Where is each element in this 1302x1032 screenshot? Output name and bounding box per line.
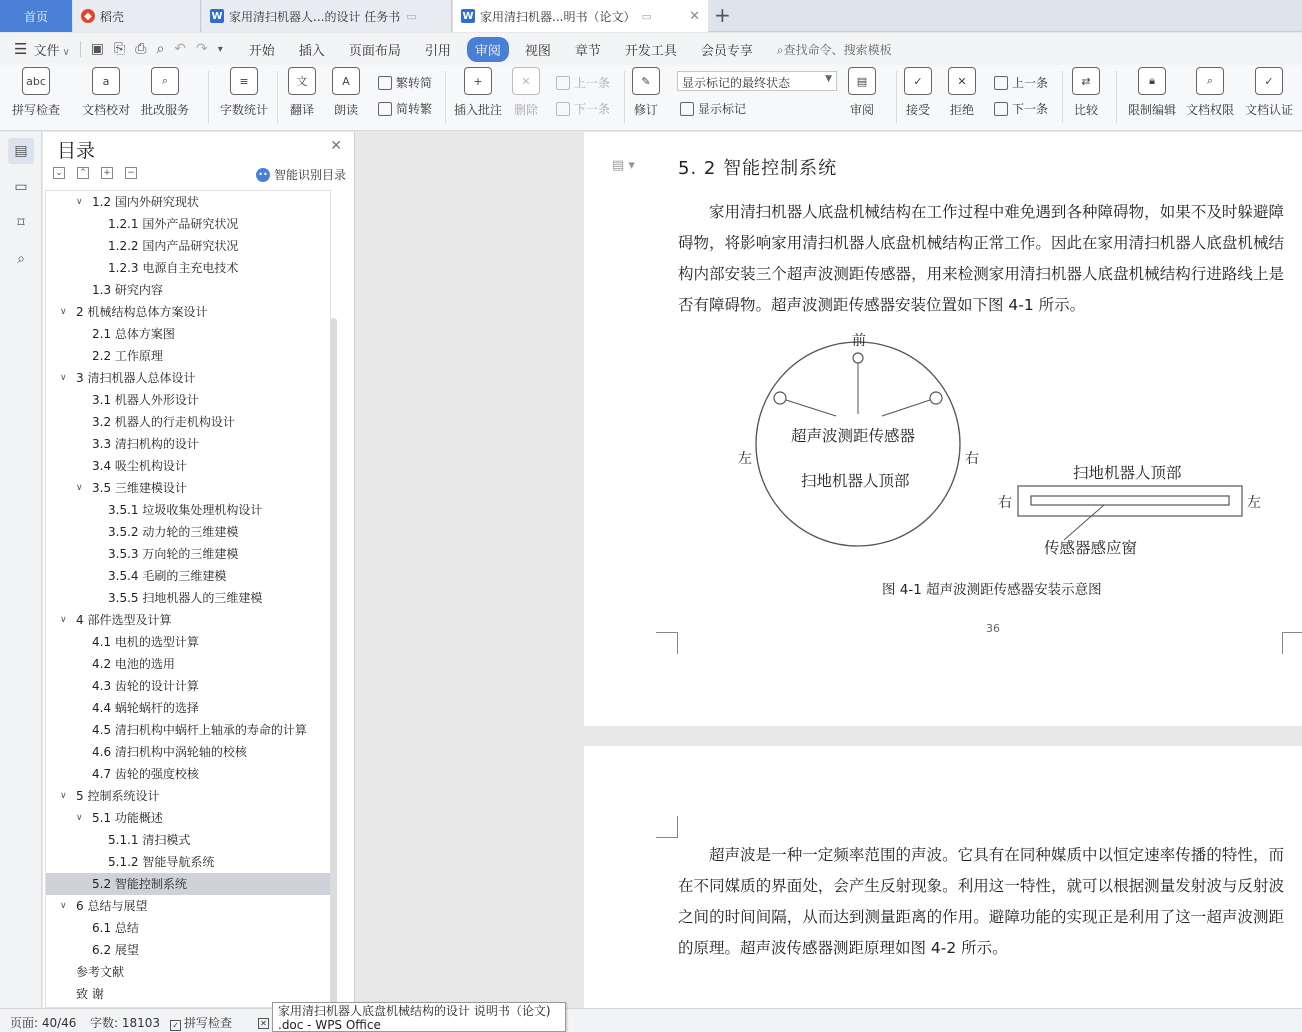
review-ribbon bbox=[0, 65, 1302, 131]
figure-label-left: 左 bbox=[738, 451, 752, 467]
menu-view[interactable]: 视图 bbox=[524, 43, 551, 59]
toc-item-label: 5.2 智能控制系统 bbox=[92, 877, 187, 891]
toc-item[interactable] bbox=[46, 565, 330, 587]
spell-check-button[interactable] bbox=[12, 67, 60, 118]
tooltip-title: 家用清扫机器人底盘机械结构的设计 说明书（论文) bbox=[278, 1004, 551, 1018]
figure-label-side-right: 右 bbox=[998, 495, 1012, 511]
docer-icon: ◆ bbox=[81, 9, 95, 23]
tab-thesis-doc[interactable] bbox=[453, 0, 708, 32]
toc-item-label: 4 部件选型及计算 bbox=[76, 613, 172, 627]
expand-arrow-icon[interactable]: ∨ bbox=[76, 197, 83, 207]
select-value: 显示标记的最终状态 bbox=[682, 76, 791, 90]
figure-label-top: 扫地机器人顶部 bbox=[801, 472, 910, 490]
menu-insert[interactable]: 插入 bbox=[298, 43, 325, 59]
expand-arrow-icon[interactable]: ∨ bbox=[60, 307, 67, 317]
button-label: 繁转简 bbox=[396, 76, 433, 90]
button-label: 朗读 bbox=[333, 103, 358, 117]
toc-item[interactable] bbox=[46, 609, 330, 631]
word-count-button[interactable] bbox=[220, 67, 268, 118]
review-pane-button[interactable] bbox=[848, 67, 876, 118]
toc-item-label: 2.2 工作原理 bbox=[92, 349, 163, 363]
read-aloud-button[interactable] bbox=[332, 67, 360, 118]
file-menu[interactable] bbox=[33, 40, 69, 59]
spell-check-label: 拼写检查 bbox=[184, 1016, 233, 1030]
show-markup-button[interactable] bbox=[680, 100, 746, 117]
to-traditional-button[interactable] bbox=[378, 100, 432, 117]
bookmark-icon[interactable]: ⌑ bbox=[17, 215, 25, 231]
chevron-down-icon: ▼ bbox=[825, 74, 832, 84]
toc-item[interactable] bbox=[46, 653, 330, 675]
toc-item-label: 3.5.4 毛刷的三维建模 bbox=[108, 569, 227, 583]
figure-caption: 图 4-1 超声波测距传感器安装示意图 bbox=[882, 582, 1102, 598]
toc-item[interactable] bbox=[46, 961, 330, 983]
paragraph-menu-icon[interactable]: ▤ ▾ bbox=[612, 158, 635, 173]
toc-item-label: 6 总结与展望 bbox=[76, 899, 148, 913]
tab-label: 稻壳 bbox=[100, 9, 125, 24]
toc-item-label: 4.6 清扫机构中涡轮轴的校核 bbox=[92, 745, 247, 759]
command-search-placeholder: 查找命令、搜索模板 bbox=[783, 42, 892, 57]
toc-panel-icon[interactable]: ▤ bbox=[8, 138, 34, 164]
section-heading: 5. 2 智能控制系统 bbox=[678, 158, 838, 179]
toc-item-label: 2.1 总体方案图 bbox=[92, 327, 175, 341]
toc-item[interactable] bbox=[46, 939, 330, 961]
left-icon-strip bbox=[0, 132, 42, 1008]
button-label: 文档校对 bbox=[82, 103, 131, 117]
toc-item-label: 4.5 清扫机构中蜗杆上轴承的寿命的计算 bbox=[92, 723, 307, 737]
button-label: 批改服务 bbox=[141, 103, 190, 117]
toc-item[interactable] bbox=[46, 543, 330, 565]
search-icon: ⌕ bbox=[776, 42, 784, 57]
word-count-icon: ≡ bbox=[230, 67, 258, 95]
button-label: 拼写检查 bbox=[12, 103, 61, 117]
menu-references[interactable]: 引用 bbox=[424, 43, 451, 59]
menu-start[interactable]: 开始 bbox=[248, 43, 275, 59]
save-icon[interactable]: ▣ bbox=[90, 41, 105, 57]
word-doc-icon: W bbox=[211, 10, 223, 22]
tab-task-doc[interactable] bbox=[202, 0, 452, 32]
crop-mark bbox=[1282, 632, 1302, 654]
annotate-service-icon: ⌕ bbox=[151, 67, 179, 95]
expand-arrow-icon[interactable]: ∨ bbox=[76, 813, 83, 823]
smart-toc-button[interactable] bbox=[256, 166, 346, 183]
toc-item[interactable] bbox=[46, 895, 330, 917]
toc-item-label: 5 控制系统设计 bbox=[76, 789, 160, 803]
spell-check-icon: abc bbox=[22, 67, 50, 95]
toc-item[interactable] bbox=[46, 433, 330, 455]
toc-item-label: 致 谢 bbox=[76, 987, 104, 1001]
expand-arrow-icon[interactable]: ∨ bbox=[60, 901, 67, 911]
prev-change-button[interactable] bbox=[994, 74, 1048, 91]
sensor-layout-figure bbox=[734, 330, 1274, 562]
proofread-button[interactable] bbox=[82, 67, 130, 118]
tab-label: 家用清扫机器人...的设计 任务书 bbox=[229, 9, 401, 24]
toc-item-label: 3.5.1 垃圾收集处理机构设计 bbox=[108, 503, 263, 517]
divider bbox=[624, 71, 625, 123]
status-bar bbox=[0, 1008, 1302, 1032]
print-preview-icon[interactable]: ⌕ bbox=[156, 41, 165, 57]
tab-tooltip bbox=[272, 1002, 566, 1032]
button-label: 插入批注 bbox=[454, 103, 503, 117]
toc-item[interactable] bbox=[46, 499, 330, 521]
next-change-button[interactable] bbox=[994, 100, 1048, 117]
toc-item-label: 6.2 展望 bbox=[92, 943, 139, 957]
collapse-all-icon[interactable]: ⌄ bbox=[53, 167, 65, 179]
figure-label-sensor: 超声波测距传感器 bbox=[791, 427, 916, 445]
toc-item[interactable] bbox=[46, 389, 330, 411]
button-label: 显示标记 bbox=[698, 102, 747, 116]
toc-item-label: 1.2.3 电源自主充电技术 bbox=[108, 261, 239, 275]
toc-item[interactable] bbox=[46, 411, 330, 433]
markup-mode-select[interactable] bbox=[677, 71, 837, 91]
button-label: 接受 bbox=[905, 103, 930, 117]
toc-item-label: 1.2 国内外研究现状 bbox=[92, 195, 199, 209]
toc-item[interactable] bbox=[46, 917, 330, 939]
toc-scrollbar[interactable] bbox=[330, 318, 337, 1008]
toc-item-label: 2 机械结构总体方案设计 bbox=[76, 305, 208, 319]
spell-check-toggle[interactable] bbox=[170, 1014, 232, 1031]
button-label: 限制编辑 bbox=[1128, 103, 1177, 117]
expand-arrow-icon[interactable]: ∨ bbox=[60, 373, 67, 383]
toc-item-label: 3.5.2 动力轮的三维建模 bbox=[108, 525, 239, 539]
body-paragraph: 超声波是一种一定频率范围的声波。它具有在同种媒质中以恒定速率传播的特性，而在不同媒质的界面处，会产生反射现象。利用这一特性，就可以根据测量发射波与反射波之间的时间间隔，从而达到测量距离的作用。避障功能的实现正是利用了这一超声波测距的原理。超声波传感器测距原理如图 4-2 所示。 bbox=[678, 846, 1284, 957]
toc-item[interactable] bbox=[46, 521, 330, 543]
toc-item[interactable] bbox=[46, 367, 330, 389]
expand-arrow-icon[interactable]: ∨ bbox=[76, 483, 83, 493]
to-simplified-icon bbox=[378, 76, 392, 90]
delete-comment-icon: ✕ bbox=[512, 67, 540, 95]
toc-item-label: 5.1.2 智能导航系统 bbox=[108, 855, 215, 869]
smart-toc-label: 智能识别目录 bbox=[273, 168, 346, 182]
toc-item-label: 5.1 功能概述 bbox=[92, 811, 163, 825]
print-icon[interactable]: ⎙ bbox=[135, 41, 147, 57]
toc-item[interactable] bbox=[46, 631, 330, 653]
toc-item-label: 4.1 电机的选型计算 bbox=[92, 635, 199, 649]
toc-item[interactable] bbox=[46, 763, 330, 785]
prev-comment-button[interactable] bbox=[556, 74, 610, 91]
divider bbox=[1062, 71, 1063, 123]
tab-docer[interactable] bbox=[73, 0, 201, 32]
expand-arrow-icon[interactable]: ∨ bbox=[60, 791, 67, 801]
figure-label-window: 传感器感应窗 bbox=[1044, 539, 1138, 557]
menu-member[interactable]: 会员专享 bbox=[700, 43, 753, 59]
compare-button[interactable] bbox=[1072, 67, 1100, 118]
restrict-editing-button[interactable] bbox=[1128, 67, 1176, 118]
redo-icon[interactable]: ↷ bbox=[196, 41, 208, 57]
divider bbox=[445, 71, 446, 123]
add-heading-icon[interactable]: + bbox=[101, 167, 113, 179]
toc-item-label: 4.2 电池的选用 bbox=[92, 657, 175, 671]
search-icon[interactable]: ⌕ bbox=[17, 251, 25, 267]
toc-item-label: 1.2.1 国外产品研究状况 bbox=[108, 217, 239, 231]
button-label: 简转繁 bbox=[396, 102, 433, 116]
toc-item-label: 3.5.3 万向轮的三维建模 bbox=[108, 547, 239, 561]
toc-item[interactable] bbox=[46, 675, 330, 697]
crop-mark bbox=[656, 632, 678, 654]
proofread-icon: a bbox=[92, 67, 120, 95]
outline-icon[interactable]: ▭ bbox=[14, 179, 28, 195]
button-label: 删除 bbox=[513, 103, 538, 117]
button-label: 翻译 bbox=[289, 103, 314, 117]
checkbox-icon: ✓ bbox=[170, 1020, 181, 1031]
toc-item-label: 3.4 吸尘机构设计 bbox=[92, 459, 187, 473]
toc-item-label: 5.1.1 清扫模式 bbox=[108, 833, 191, 847]
to-traditional-icon bbox=[378, 102, 392, 116]
toc-item-label: 6.1 总结 bbox=[92, 921, 139, 935]
divider bbox=[1116, 71, 1117, 123]
reject-icon: ✕ bbox=[948, 67, 976, 95]
toc-item[interactable] bbox=[46, 719, 330, 741]
read-aloud-icon: A bbox=[332, 67, 360, 95]
toc-item[interactable] bbox=[46, 741, 330, 763]
toc-item[interactable] bbox=[46, 785, 330, 807]
toc-item-label: 1.2.2 国内产品研究状况 bbox=[108, 239, 239, 253]
undo-icon[interactable]: ↶ bbox=[174, 41, 187, 57]
toc-item-label: 3.2 机器人的行走机构设计 bbox=[92, 415, 235, 429]
toc-item-label: 3.1 机器人外形设计 bbox=[92, 393, 199, 407]
toc-item-label: 3.5.5 扫地机器人的三维建模 bbox=[108, 591, 263, 605]
toc-item[interactable] bbox=[46, 697, 330, 719]
toc-item-label: 4.7 齿轮的强度校核 bbox=[92, 767, 199, 781]
button-label: 下一条 bbox=[574, 102, 611, 116]
figure-label-front: 前 bbox=[852, 333, 866, 349]
next-change-icon bbox=[994, 102, 1008, 116]
toc-item[interactable] bbox=[46, 235, 330, 257]
new-tab-button[interactable]: + bbox=[714, 3, 731, 27]
menu-bar bbox=[0, 33, 1302, 65]
next-comment-button[interactable] bbox=[556, 100, 610, 117]
toc-item[interactable] bbox=[46, 851, 330, 873]
button-label: 字数统计 bbox=[220, 103, 269, 117]
figure-drawing bbox=[734, 330, 1274, 562]
doc-rights-button[interactable] bbox=[1186, 67, 1234, 118]
button-label: 文档认证 bbox=[1245, 103, 1294, 117]
toc-item[interactable] bbox=[46, 213, 330, 235]
to-simplified-button[interactable] bbox=[378, 74, 432, 91]
tab-bar bbox=[0, 0, 1302, 32]
insert-comment-button[interactable] bbox=[454, 67, 502, 118]
hamburger-menu-icon[interactable]: ☰ bbox=[14, 40, 28, 58]
word-doc-icon: W bbox=[462, 10, 474, 22]
monitor-icon[interactable]: ▭ bbox=[641, 9, 652, 23]
button-label: 修订 bbox=[633, 103, 658, 117]
button-label: 拒绝 bbox=[949, 103, 974, 117]
button-label: 文档权限 bbox=[1186, 103, 1235, 117]
toc-item[interactable] bbox=[46, 829, 330, 851]
next-comment-icon bbox=[556, 102, 570, 116]
doc-cert-button[interactable] bbox=[1245, 67, 1293, 118]
review-pane-icon: ▤ bbox=[848, 67, 876, 95]
body-paragraph: 家用清扫机器人底盘机械结构在工作过程中难免遇到各种障碍物，如果不及时躲避障碍物，将影响家用清扫机器人底盘机械结构正常工作。因此在家用清扫机器人底盘机械结构内部安装三个超声波测距传感器，用来检测家用清扫机器人底盘机械结构行进路线上是否有障碍物。超声波测距传感器安装位置如下图 4-1 所示。 bbox=[678, 203, 1284, 314]
export-pdf-icon[interactable]: ⎘ bbox=[114, 41, 126, 57]
button-label: 审阅 bbox=[849, 103, 874, 117]
close-tab-icon[interactable]: ✕ bbox=[689, 8, 700, 24]
toc-list bbox=[45, 190, 331, 1008]
chevron-down-icon: ∨ bbox=[62, 46, 70, 58]
divider bbox=[896, 71, 897, 123]
compare-icon: ⇄ bbox=[1072, 67, 1100, 95]
reject-button[interactable] bbox=[948, 67, 976, 118]
translate-icon: 文 bbox=[288, 67, 316, 95]
command-search[interactable] bbox=[777, 41, 892, 58]
file-menu-label: 文件 bbox=[33, 43, 60, 59]
prev-comment-icon bbox=[556, 76, 570, 90]
toc-item-label: 4.4 蜗轮蜗杆的选择 bbox=[92, 701, 199, 715]
toc-item[interactable] bbox=[46, 301, 330, 323]
translate-button[interactable] bbox=[288, 67, 316, 118]
menu-section[interactable]: 章节 bbox=[574, 43, 601, 59]
toc-item-label: 参考文献 bbox=[76, 965, 125, 979]
track-changes-icon: ✎ bbox=[632, 67, 660, 95]
menu-page-layout[interactable]: 页面布局 bbox=[348, 43, 401, 59]
accept-icon: ✓ bbox=[904, 67, 932, 95]
divider bbox=[277, 71, 278, 123]
accept-button[interactable] bbox=[904, 67, 932, 118]
close-box-icon[interactable] bbox=[258, 1014, 272, 1029]
toc-item[interactable] bbox=[46, 279, 330, 301]
toc-panel bbox=[43, 132, 355, 1008]
insert-comment-icon: + bbox=[464, 67, 492, 95]
toc-item[interactable] bbox=[46, 191, 330, 213]
figure-label-side-left: 左 bbox=[1247, 495, 1261, 511]
toc-title: 目录 bbox=[57, 140, 96, 162]
track-changes-button[interactable] bbox=[632, 67, 660, 118]
toc-item[interactable] bbox=[46, 873, 330, 895]
remove-heading-icon[interactable]: − bbox=[125, 167, 137, 179]
button-label: 比较 bbox=[1073, 103, 1098, 117]
smart-toc-icon: •• bbox=[256, 168, 270, 182]
close-icon: ✕ bbox=[258, 1018, 269, 1029]
customize-dropdown-icon[interactable]: ▾ bbox=[217, 43, 223, 55]
document-area bbox=[356, 132, 1302, 1008]
annotate-service-button[interactable] bbox=[141, 67, 189, 118]
toc-item[interactable] bbox=[46, 587, 330, 609]
doc-rights-icon: ⌕ bbox=[1196, 67, 1224, 95]
button-label: 下一条 bbox=[1012, 102, 1049, 116]
figure-label-side-top: 扫地机器人顶部 bbox=[1073, 464, 1182, 482]
button-label: 上一条 bbox=[1012, 76, 1049, 90]
toc-item[interactable] bbox=[46, 257, 330, 279]
divider bbox=[208, 71, 209, 123]
word-count-indicator[interactable]: 字数: 18103 bbox=[90, 1016, 161, 1030]
quick-access-toolbar bbox=[80, 41, 223, 57]
toc-item-label: 3.3 清扫机构的设计 bbox=[92, 437, 199, 451]
show-markup-icon bbox=[680, 102, 694, 116]
close-icon[interactable]: ✕ bbox=[330, 138, 342, 154]
expand-arrow-icon[interactable]: ∨ bbox=[60, 615, 67, 625]
toc-item[interactable] bbox=[46, 455, 330, 477]
page-indicator[interactable]: 页面: 40/46 bbox=[10, 1016, 77, 1030]
delete-comment-button[interactable] bbox=[512, 67, 540, 118]
menu-review[interactable]: 审阅 bbox=[467, 37, 509, 62]
toc-item[interactable] bbox=[46, 323, 330, 345]
toc-item[interactable] bbox=[46, 345, 330, 367]
prev-change-icon bbox=[994, 76, 1008, 90]
button-label: 上一条 bbox=[574, 76, 611, 90]
doc-cert-icon: ✓ bbox=[1255, 67, 1283, 95]
monitor-icon[interactable]: ▭ bbox=[406, 9, 417, 23]
tab-home[interactable]: 首页 bbox=[0, 0, 72, 32]
crop-mark bbox=[656, 816, 678, 838]
toc-item-label: 3 清扫机器人总体设计 bbox=[76, 371, 196, 385]
toc-item-label: 1.3 研究内容 bbox=[92, 283, 163, 297]
menu-developer[interactable]: 开发工具 bbox=[624, 43, 677, 59]
tab-label: 家用清扫机器...明书（论文） bbox=[480, 9, 636, 24]
toc-item[interactable] bbox=[46, 807, 330, 829]
toc-item[interactable] bbox=[46, 477, 330, 499]
divider bbox=[80, 41, 81, 57]
tooltip-subtitle: .doc - WPS Office bbox=[278, 1018, 381, 1032]
toc-item-label: 3.5 三维建模设计 bbox=[92, 481, 187, 495]
toc-item-label: 4.3 齿轮的设计计算 bbox=[92, 679, 199, 693]
page-number: 36 bbox=[986, 622, 1000, 635]
lock-icon: 🔒︎ bbox=[1138, 67, 1166, 95]
expand-all-icon[interactable]: ⌃ bbox=[77, 167, 89, 179]
figure-label-right: 右 bbox=[965, 451, 979, 467]
